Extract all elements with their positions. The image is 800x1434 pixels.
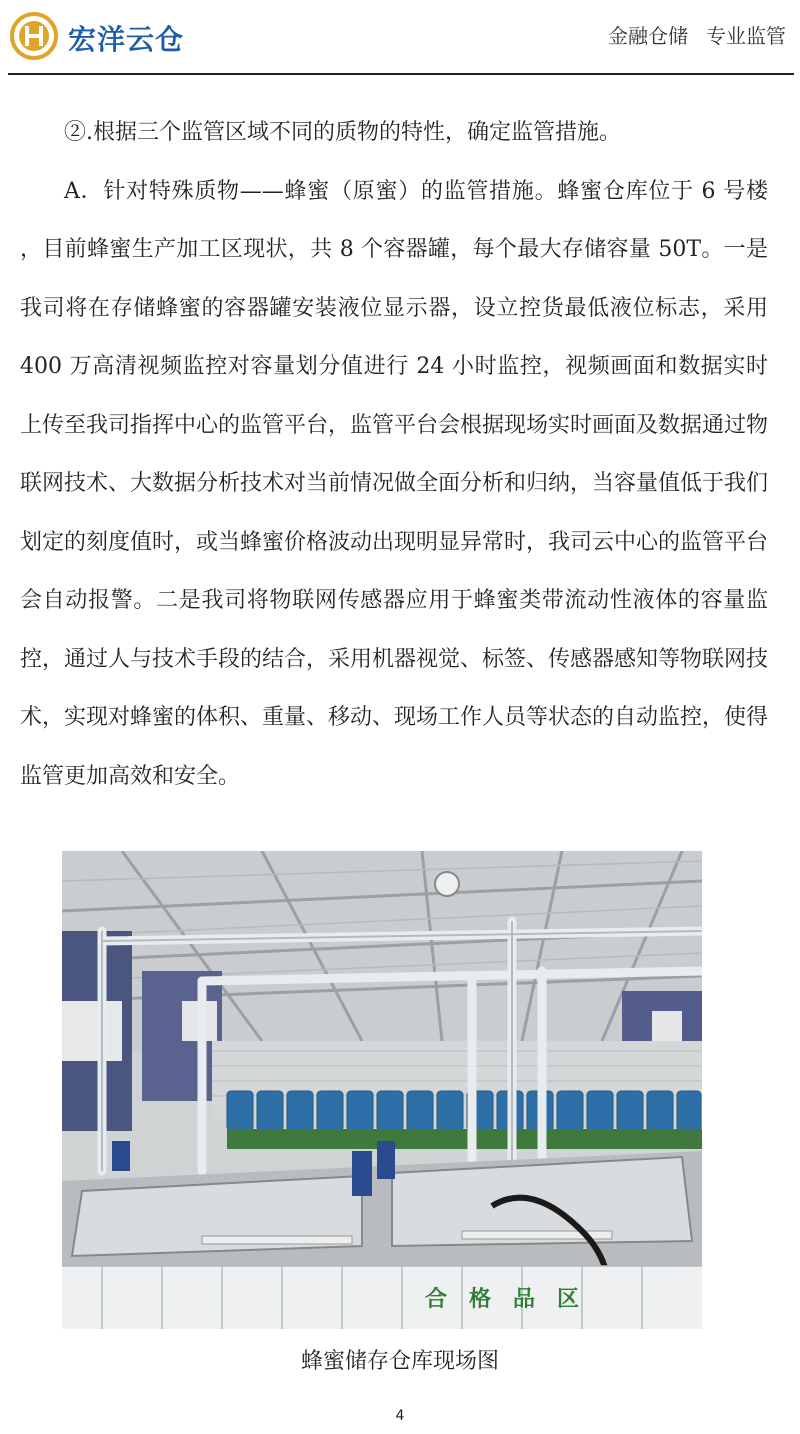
header-slogan — [590, 20, 786, 49]
document-body — [20, 104, 768, 806]
body-paragraph: A．针对特殊质物——蜂蜜（原蜜）的监管措施。蜂蜜仓库位于 6 号楼 ，目前蜂蜜生产加工区现状，共 8 个容器罐，每个最大存储容量 50T。一是我司将在存储蜂蜜的容器罐安装液位显示器，设立控货最低液位标志，采用 400 万高清视频监控对容量划分值进行 24 小时监控，视频画面和数据实时上传至我司指挥中心的监管平台，监管平台会根据现场实时画面及数据通过物联网技术、大数据分析技术对当前情况做全面分析和归纳，当容量值低于我们划定的刻度值时，或当蜂蜜价格波动出现明显异常时，我司云中心的监管平台会自动报警。二是我司将物联网传感器应用于蜂蜜类带流动性液体的容量监控，通过人与技术手段的结合，采用机器视觉、标签、传感器感知等物联网技术，实现对蜂蜜的体积、重量、移动、现场工作人员等状态的自动监控，使得监管更加高效和安全。 — [20, 178, 769, 789]
warehouse-scene — [62, 851, 702, 1329]
qualified-zone-sign: 合 格 品 区 — [424, 1287, 580, 1312]
slogan-professional-supervision: 专业监管 — [706, 24, 786, 48]
page-number: 4 — [395, 1408, 405, 1424]
header-divider — [8, 73, 794, 75]
page-header — [0, 0, 800, 76]
hy-seal-logo-icon — [10, 12, 58, 60]
section-heading: ②.根据三个监管区域不同的质物的特性，确定监管措施。 — [64, 120, 621, 145]
honey-warehouse-photo — [62, 851, 702, 1329]
figure-caption: 蜂蜜储存仓库现场图 — [300, 1349, 499, 1374]
slogan-financial-storage: 金融仓储 — [608, 24, 688, 48]
brand-name: 宏洋云仓 — [68, 23, 185, 56]
